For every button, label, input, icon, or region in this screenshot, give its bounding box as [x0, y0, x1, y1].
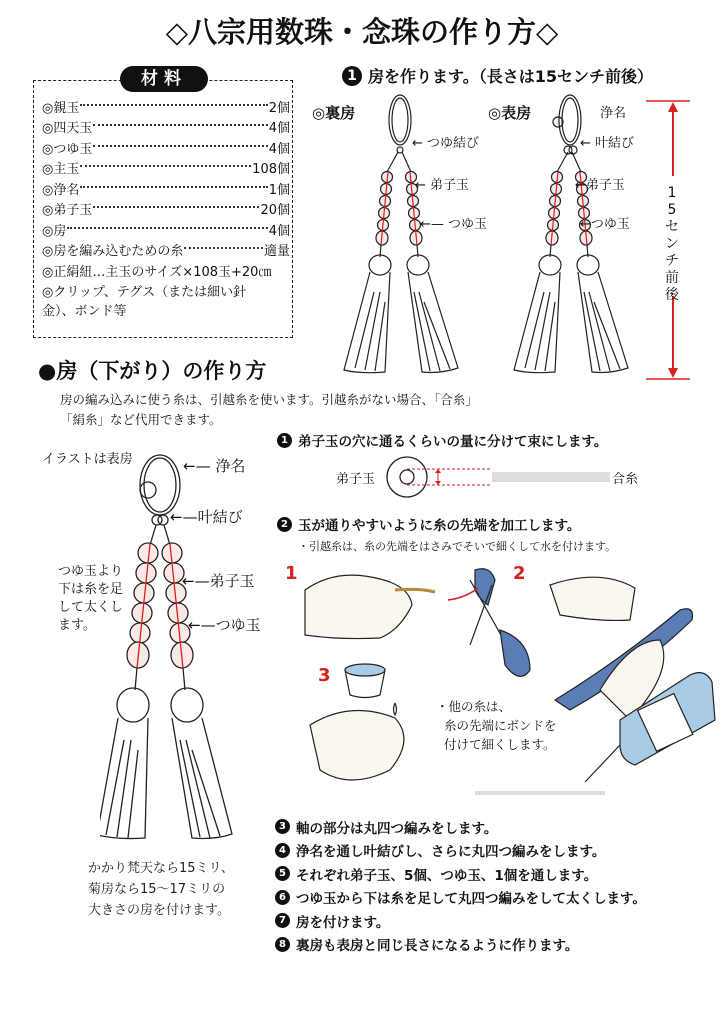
- instruction-step-4: 4 浄名を通し叶結びし、さらに丸四つ編みをします。: [275, 839, 646, 863]
- step2-note: ・引越糸は、糸の先端をはさみでそいで細くして水を付けます。: [298, 540, 617, 553]
- step-number-badge: 1: [342, 66, 362, 86]
- label-deshi-dama: ← 弟子玉: [415, 178, 470, 193]
- illust-note: イラストは表房: [42, 452, 133, 467]
- material-item: ◎浄名 1個: [42, 182, 290, 198]
- instruction-step-8: 8 裏房も表房と同じ長さになるように作ります。: [275, 933, 646, 957]
- panel-number: 3: [318, 665, 331, 686]
- section2-intro: 房の編み込みに使う糸は、引越糸を使います。引越糸がない場合、「合糸」「絹糸」など代用できます。: [60, 392, 478, 427]
- glue-note: ・他の糸は、 糸の先端にボンドを 付けて細くします。: [436, 699, 557, 752]
- material-item: ◎房 4個: [42, 223, 290, 239]
- page-title: ◇八宗用数珠・念珠の作り方◇: [165, 15, 559, 49]
- label-deshi-dama: ←弟子玉: [575, 178, 625, 193]
- material-item: ◎親玉 2個: [42, 100, 290, 116]
- instruction-step-5: 5 それぞれ弟子玉、5個、つゆ玉、1個を通します。: [275, 862, 646, 886]
- ura-fusa-title: ◎裏房: [312, 104, 356, 122]
- instruction-steps-list: [275, 815, 646, 956]
- label-kanou-musubi: ←—叶結び: [170, 508, 243, 526]
- side-note: つゆ玉より下は糸を足して太くします。: [58, 564, 124, 633]
- panel-number: 1: [285, 563, 298, 584]
- label-tsuyu-musubi: ← つゆ結び: [412, 136, 480, 151]
- materials-list: [42, 96, 290, 321]
- bead-label: 弟子玉: [336, 472, 376, 487]
- material-item: ◎クリップ、テグス（または細い針金）、ボンド等: [42, 284, 247, 319]
- bead-hole-diagram: [380, 455, 610, 500]
- material-item: ◎正絹紐…主玉のサイズ×108玉+20㎝: [42, 264, 272, 280]
- label-kanou-musubi: ← 叶結び: [580, 136, 635, 151]
- dimension-label: 15センチ前後: [665, 185, 679, 303]
- label-deshi-dama: ←—弟子玉: [182, 572, 255, 590]
- label-tsuyu-dama: ←つゆ玉: [580, 217, 630, 232]
- label-jomyo: 浄名: [600, 106, 627, 121]
- material-item: ◎四天玉 4個: [42, 121, 290, 137]
- material-item: ◎房を編み込むための糸 適量: [42, 244, 290, 260]
- materials-badge: 材料: [120, 66, 208, 92]
- material-item: ◎主玉 108個: [42, 162, 290, 178]
- material-item: ◎弟子玉 20個: [42, 203, 290, 219]
- thread-label: 合糸: [612, 472, 639, 487]
- instruction-step-1: 1 弟子玉の穴に通るくらいの量に分けて束にします。: [277, 430, 607, 450]
- label-jomyo: ←— 浄名: [183, 457, 246, 475]
- thread-prep-illustrations: [300, 560, 720, 800]
- step1-heading: 1 房を作ります。（長さは15センチ前後）: [342, 64, 653, 87]
- label-tsuyu-dama: ←— つゆ玉: [420, 217, 488, 232]
- instruction-step-3: 3 軸の部分は丸四つ編みをします。: [275, 815, 646, 839]
- panel-number: 2: [513, 563, 526, 584]
- instruction-step-7: 7 房を付けます。: [275, 909, 646, 933]
- label-tsuyu-dama: ←—つゆ玉: [188, 616, 261, 634]
- instruction-step-6: 6 つゆ玉から下は糸を足して丸四つ編みをして太くします。: [275, 886, 646, 910]
- material-item: ◎つゆ玉 4個: [42, 141, 290, 157]
- instruction-step-2: 2 玉が通りやすいように糸の先端を加工します。: [277, 514, 580, 534]
- omote-fusa-title: ◎表房: [488, 104, 532, 122]
- section2-heading: ●房（下がり）の作り方: [38, 359, 267, 383]
- tassel-size-caption: かかり梵天なら15ミリ、 菊房なら15〜17ミリの 大きさの房を付けます。: [88, 861, 234, 918]
